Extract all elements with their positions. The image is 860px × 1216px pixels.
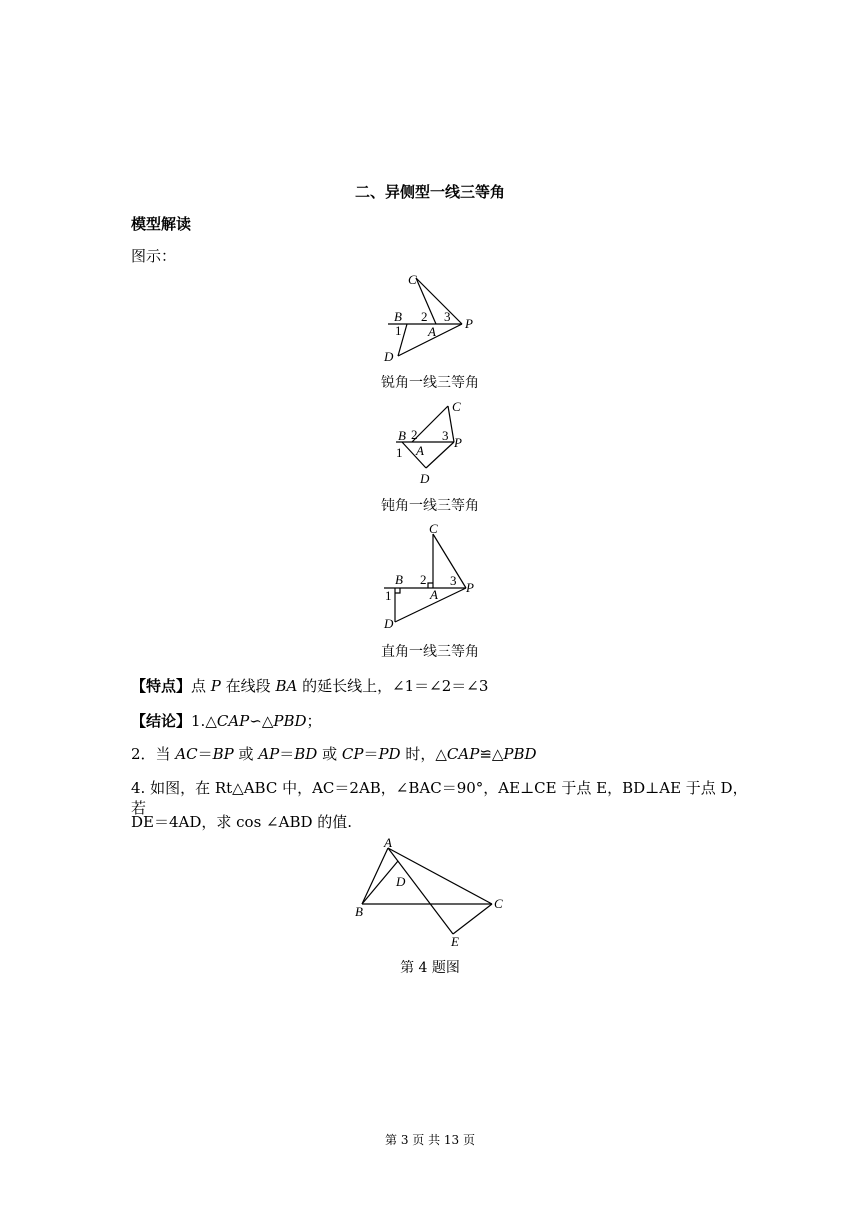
c2-pre: 2．当 <box>131 745 176 763</box>
c2-ac: AC <box>175 745 198 763</box>
fig3-label-c: C <box>429 521 438 536</box>
conclusion-tag: 【结论】 <box>131 712 192 730</box>
feature-tag: 【特点】 <box>131 677 192 695</box>
fig1-angle-3: 3 <box>444 309 451 324</box>
fig3-label-a: A <box>430 587 438 602</box>
problem-figure-caption: 第 4 题图 <box>400 960 460 976</box>
fig1-angle-1: 1 <box>395 323 402 338</box>
fig2-label-c: C <box>452 399 461 414</box>
fig3-angle-2: 2 <box>420 572 427 587</box>
feature-point-p: P <box>210 677 221 695</box>
page-footer: 第 3 页 共 13 页 <box>385 1133 475 1147</box>
fig1-label-d: D <box>384 349 394 364</box>
feature-text-mid: 在线段 <box>220 677 276 695</box>
c2-eq2: ＝ <box>279 745 295 763</box>
conclusion-sim: ∽△ <box>249 712 274 730</box>
c2-cap: CAP <box>446 745 480 763</box>
conclusion-item1-pre: 1.△ <box>191 712 217 730</box>
fig3-angle-1: 1 <box>385 588 392 603</box>
problem-label-a: A <box>384 835 392 850</box>
fig1-label-c: C <box>408 272 417 287</box>
feature-segment-ba: BA <box>275 677 298 695</box>
problem-line-2: DE＝4AD，求 cos ∠ABD 的值. <box>131 813 353 831</box>
c2-post: 时，△ <box>400 745 447 763</box>
problem-line-1: 4. 如图，在 Rt△ABC 中，AC＝2AB，∠BAC＝90°，AE⊥CE 于点 E，BD⊥AE 于点 D，若 <box>131 779 748 817</box>
fig3-label-p: P <box>466 580 474 595</box>
conclusion-pbd: PBD <box>273 712 307 730</box>
conclusion-cap: CAP <box>216 712 250 730</box>
problem-label-c: C <box>494 896 503 911</box>
figure-obtuse <box>380 396 490 488</box>
fig2-label-d: D <box>420 471 430 486</box>
conclusion-line-1 <box>131 711 322 731</box>
fig1-angle-2: 2 <box>421 309 428 324</box>
figure-obtuse-caption: 钝角一线三等角 <box>381 498 479 514</box>
c2-cp: CP <box>341 745 364 763</box>
c2-pbd: PBD <box>503 745 537 763</box>
fig3-label-d: D <box>384 616 394 631</box>
problem-label-b: B <box>355 904 363 919</box>
c2-or2: 或 <box>317 745 342 763</box>
feature-text-post: 的延长线上，∠1＝∠2＝∠3 <box>297 677 489 695</box>
figure-acute-caption: 锐角一线三等角 <box>381 375 479 391</box>
fig1-label-b: B <box>394 309 402 324</box>
fig1-label-a: A <box>428 324 436 339</box>
problem-label-e: E <box>451 934 459 949</box>
c2-bp: BP <box>212 745 234 763</box>
conclusion-line-2 <box>131 744 537 764</box>
c2-bd: BD <box>294 745 318 763</box>
problem-label-d: D <box>396 874 406 889</box>
fig1-label-p: P <box>465 316 473 331</box>
c2-ap: AP <box>258 745 280 763</box>
fig3-label-b: B <box>395 572 403 587</box>
figure-right <box>380 518 490 630</box>
model-label: 模型解读 <box>131 215 192 233</box>
fig2-angle-1: 1 <box>396 445 403 460</box>
figure-acute <box>370 268 490 368</box>
fig2-label-a: A <box>416 443 424 458</box>
c2-eq1: ＝ <box>197 745 213 763</box>
fig2-label-p: P <box>454 435 462 450</box>
figure-right-caption: 直角一线三等角 <box>381 644 479 660</box>
problem-figure <box>350 836 510 948</box>
fig3-angle-3: 3 <box>450 573 457 588</box>
c2-or1: 或 <box>233 745 259 763</box>
c2-eq3: ＝ <box>363 745 379 763</box>
feature-text-pre: 点 <box>191 677 211 695</box>
conclusion-item1-end: ； <box>306 712 322 730</box>
section-title: 二、异侧型一线三等角 <box>354 183 505 201</box>
feature-line <box>131 676 488 696</box>
c2-cong: ≌△ <box>479 745 504 763</box>
fig2-angle-3: 3 <box>442 428 449 443</box>
fig2-label-b: B <box>398 428 406 443</box>
c2-pd: PD <box>378 745 401 763</box>
fig2-angle-2: 2 <box>411 427 418 442</box>
figure-label: 图示： <box>131 247 177 265</box>
